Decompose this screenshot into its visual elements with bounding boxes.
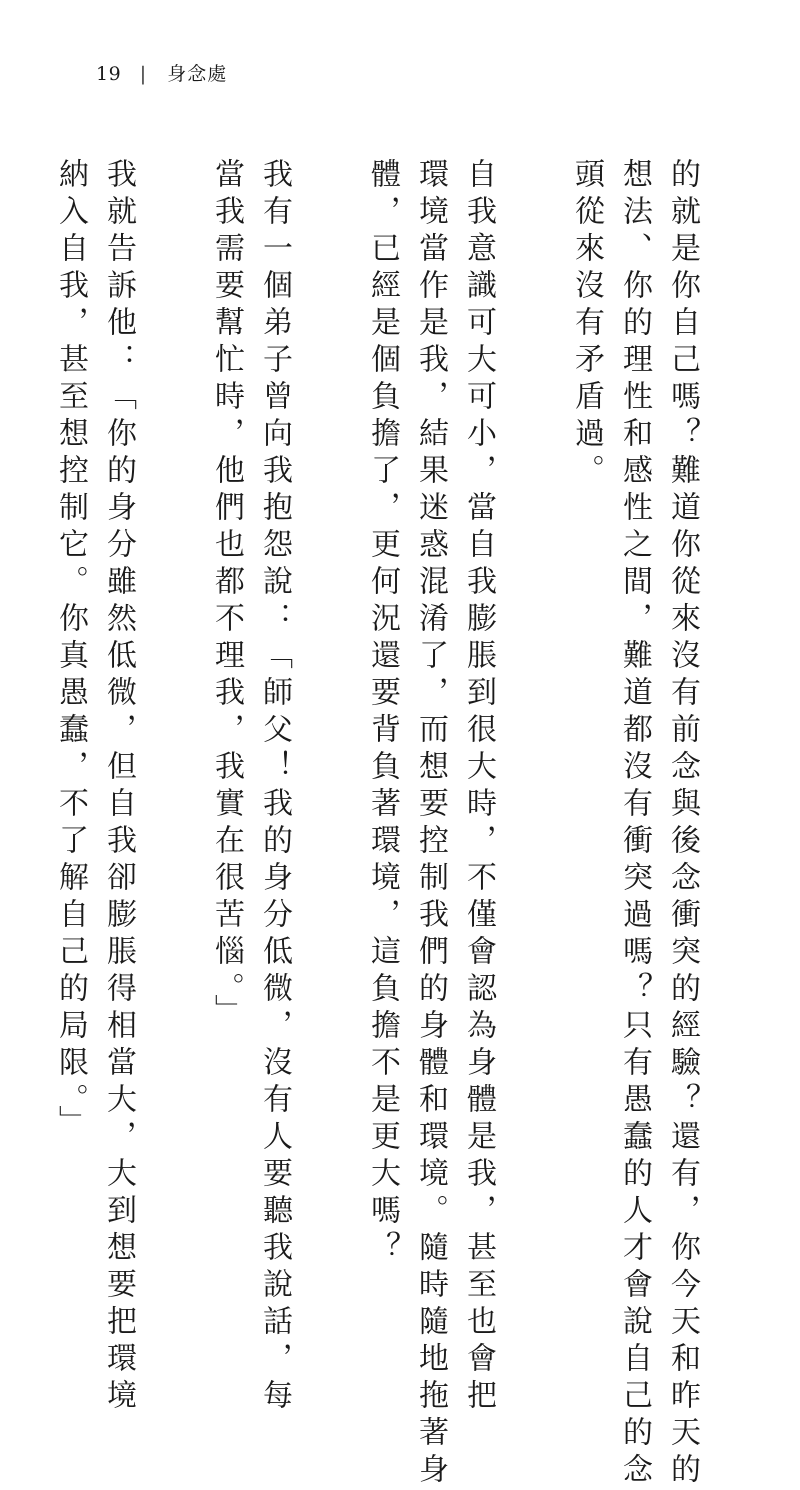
page-number: 19	[96, 63, 122, 85]
text-column: 當我需要幫忙時，他們也都不理我，我實在很苦惱。」	[209, 158, 244, 1031]
text-column: 我有一個弟子曾向我抱怨說：「師父！我的身分低微，沒有人要聽我說話，每	[257, 158, 292, 1416]
section-title: 身念處	[167, 63, 228, 85]
text-column: 的就是你自己嗎？難道你從來沒有前念與後念衝突的經驗？還有，你今天和昨天的	[665, 158, 700, 1490]
running-header	[96, 62, 227, 86]
text-column: 想法、你的理性和感性之間，難道都沒有衝突過嗎？只有愚蠢的人才會說自己的念	[617, 158, 652, 1490]
text-column: 頭從來沒有矛盾過。	[569, 158, 604, 491]
text-column: 自我意識可大可小，當自我膨脹到很大時，不僅會認為身體是我，甚至也會把	[461, 158, 496, 1416]
text-column: 環境當作是我，結果迷惑混淆了，而想要控制我們的身體和環境。隨時隨地拖著身	[413, 158, 448, 1490]
text-column: 體，已經是個負擔了，更何況還要背負著環境，這負擔不是更大嗎？	[365, 158, 400, 1268]
text-column: 我就告訴他：「你的身分雖然低微，但自我卻膨脹得相當大，大到想要把環境	[101, 158, 136, 1416]
header-separator: |	[139, 63, 147, 85]
text-column	[0, 158, 46, 1038]
body-text	[53, 158, 706, 1490]
text-column: 納入自我，甚至想控制它。你真愚蠢，不了解自己的局限。」	[53, 158, 88, 1142]
